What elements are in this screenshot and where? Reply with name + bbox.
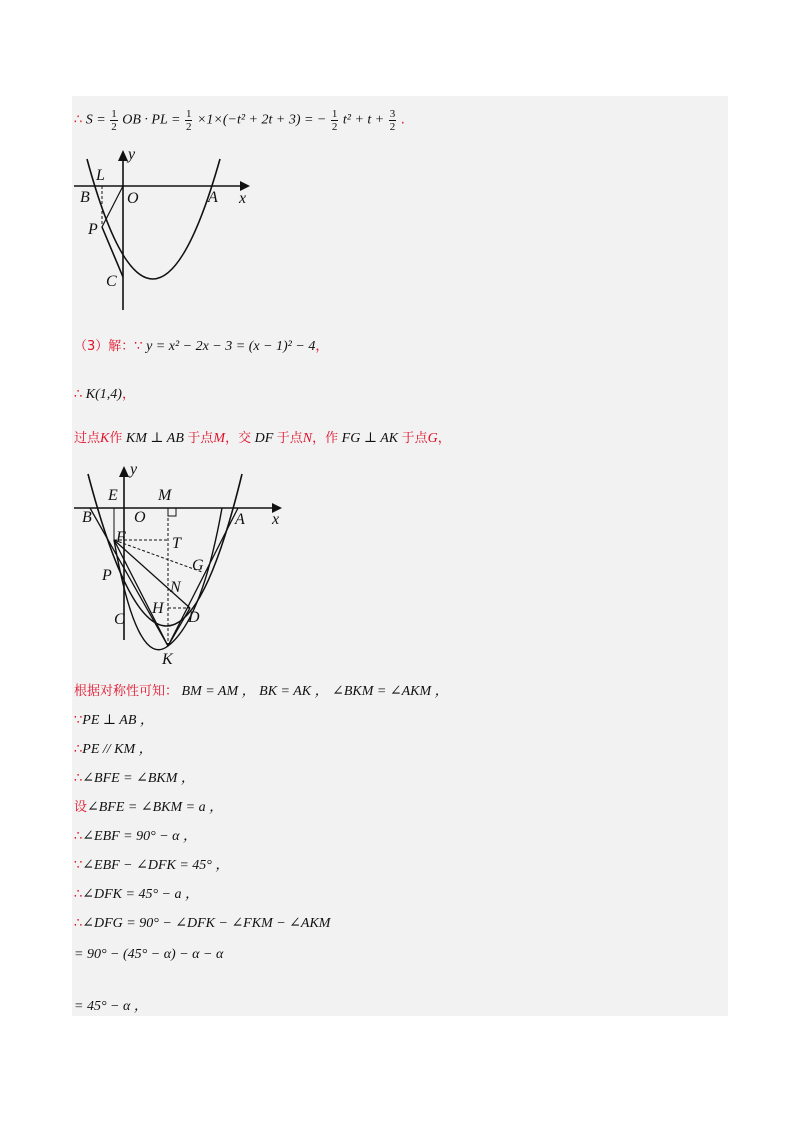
- svg-text:N: N: [170, 579, 181, 596]
- svg-text:M: M: [158, 487, 172, 504]
- step-symbol: ∴: [74, 916, 83, 931]
- step-symbol: 设: [74, 800, 88, 815]
- k-point: K(1,4): [85, 387, 122, 402]
- svg-text:A: A: [208, 189, 218, 206]
- svg-text:O: O: [127, 190, 139, 207]
- step-expression: PE ⊥ AB ，: [82, 713, 154, 728]
- svg-text:P: P: [102, 567, 112, 584]
- therefore-symbol: ∴: [74, 112, 83, 128]
- svg-text:y: y: [128, 146, 136, 163]
- symmetry-line: 根据对称性可知： BM = AM ， BK = AK ， ∠BKM = ∠AKM ，: [74, 684, 449, 699]
- step-expression: = 45° − α ，: [74, 999, 148, 1014]
- svg-text:O: O: [134, 509, 146, 526]
- svg-text:B: B: [82, 509, 92, 526]
- area-formula: ∴ S = $\frac{1}{2}$ OB · PL = $\frac{1}{2}$ ×1×(−t² + 2t + 3) = − $\frac{1}{2}$ t² + t + $\frac{3}{2}$ .: [74, 108, 405, 133]
- proof-step: [74, 946, 223, 964]
- k-point-line: ∴ K(1,4)，: [74, 387, 135, 402]
- figure-parabola-1: [72, 145, 262, 315]
- figure-parabola-2: [72, 460, 292, 670]
- svg-text:E: E: [108, 487, 118, 504]
- svg-text:B: B: [80, 189, 90, 206]
- svg-text:L: L: [96, 167, 105, 184]
- step-expression: ∠EBF = 90° − α ，: [82, 829, 198, 844]
- svg-text:T: T: [172, 535, 181, 552]
- part3-label: （3）解：: [74, 339, 135, 354]
- proof-step: [74, 857, 229, 875]
- step-expression: ∠BFE = ∠BKM ，: [82, 771, 195, 786]
- svg-text:A: A: [235, 511, 245, 528]
- proof-step: [74, 828, 197, 846]
- because-symbol: ∵: [134, 339, 143, 354]
- proof-step: [74, 886, 199, 904]
- step-symbol: ∵: [74, 713, 83, 728]
- fraction: $\frac{3}{2}$: [389, 108, 396, 133]
- svg-text:P: P: [88, 221, 98, 238]
- proof-step: [74, 998, 148, 1016]
- svg-text:x: x: [272, 511, 280, 528]
- svg-text:x: x: [239, 190, 247, 207]
- construction-line: 过点K作 KM ⊥ AB 于点M，交 DF 于点N，作 FG ⊥ AK 于点G，: [74, 431, 451, 446]
- proof-step: [74, 712, 154, 730]
- step-symbol: ∴: [74, 742, 83, 757]
- step-symbol: ∴: [74, 829, 83, 844]
- svg-text:y: y: [130, 461, 138, 478]
- part3-line: （3）解：∵ y = x² − 2x − 3 = (x − 1)² − 4，: [74, 339, 329, 354]
- svg-text:K: K: [162, 651, 173, 668]
- svg-text:H: H: [152, 600, 164, 617]
- fraction: $\frac{1}{2}$: [331, 108, 338, 133]
- svg-text:C: C: [106, 273, 117, 290]
- svg-text:F: F: [116, 529, 126, 546]
- proof-step: [74, 915, 330, 933]
- step-expression: PE // KM ，: [82, 742, 153, 757]
- step-symbol: ∴: [74, 771, 83, 786]
- fraction: $\frac{1}{2}$: [185, 108, 192, 133]
- step-expression: ∠DFK = 45° − a ，: [82, 887, 200, 902]
- proof-step: [74, 770, 195, 788]
- step-symbol: ∴: [74, 887, 83, 902]
- fraction: $\frac{1}{2}$: [111, 108, 117, 133]
- step-symbol: ∵: [74, 858, 83, 873]
- svg-text:D: D: [188, 609, 200, 626]
- proof-step: [74, 799, 223, 817]
- proof-step: [74, 741, 153, 759]
- step-expression: ∠EBF − ∠DFK = 45° ，: [82, 858, 230, 873]
- vertex-equation: y = x² − 2x − 3 = (x − 1)² − 4: [146, 339, 316, 354]
- step-expression: ∠DFG = 90° − ∠DFK − ∠FKM − ∠AKM: [82, 916, 331, 931]
- svg-text:C: C: [114, 611, 125, 628]
- step-expression: = 90° − (45° − α) − α − α: [74, 947, 224, 962]
- svg-text:G: G: [192, 557, 204, 574]
- step-expression: ∠BFE = ∠BKM = a ，: [87, 800, 224, 815]
